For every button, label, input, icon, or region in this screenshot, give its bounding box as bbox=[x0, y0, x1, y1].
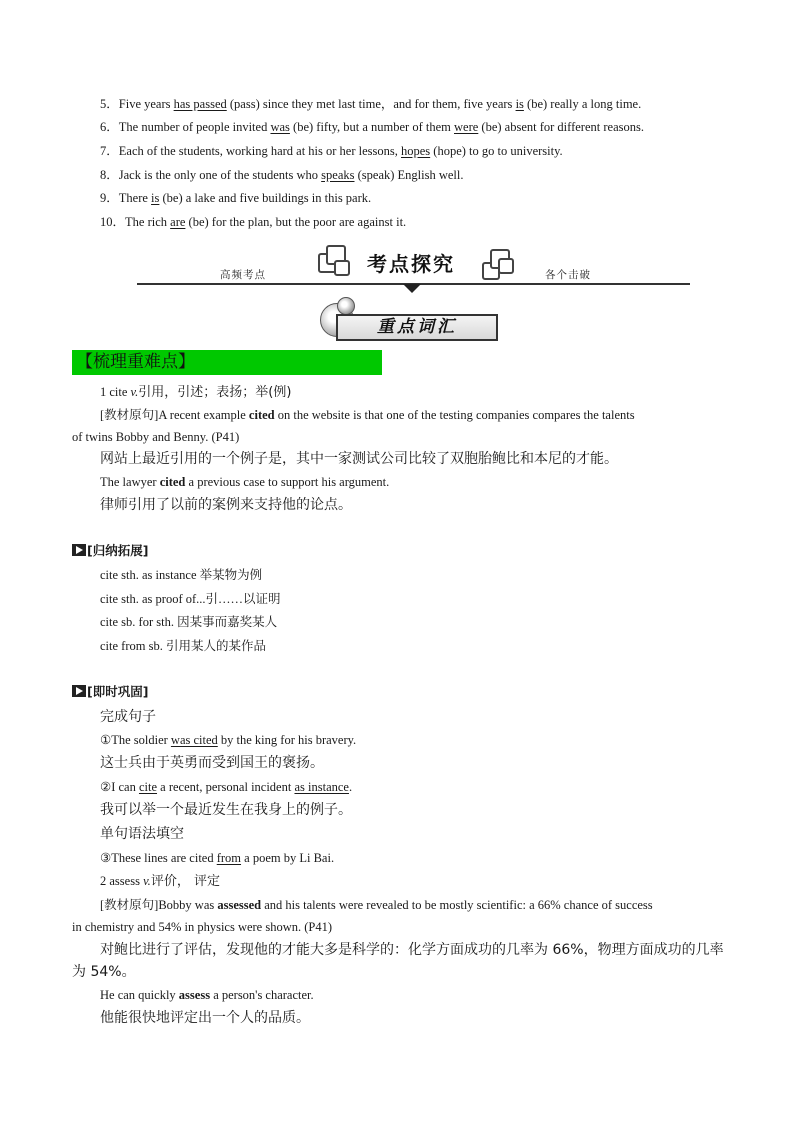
question-text: ①The soldier bbox=[100, 733, 171, 747]
exercise-text: Jack is the only one of the students who bbox=[118, 168, 322, 182]
question-text: ③These lines are cited bbox=[100, 851, 217, 865]
expand-item: cite sth. as proof of...引……以证明 bbox=[100, 592, 281, 606]
sentence-text: a previous case to support his argument. bbox=[185, 475, 390, 489]
banner-right-label: 各个击破 bbox=[545, 269, 591, 281]
sentence-text: on the website is that one of the testing companies compares the talents bbox=[274, 408, 635, 422]
exercise-number: 8． bbox=[100, 168, 119, 182]
exercise-answer: has passed bbox=[173, 97, 227, 111]
expand-item: cite sb. for sth. 因某事而嘉奖某人 bbox=[100, 615, 278, 629]
exercise-text: (be) really a long time. bbox=[523, 97, 642, 111]
translation: 他能很快地评定出一个人的品质。 bbox=[100, 1010, 310, 1026]
source-label: [教材原句] bbox=[100, 408, 159, 422]
heading-text: [归纳拓展] bbox=[87, 543, 149, 558]
section-heading: 【梳理重难点】 bbox=[76, 352, 195, 372]
practice-question bbox=[100, 778, 352, 796]
headword: 2 assess bbox=[100, 874, 144, 888]
question-text: ②I can bbox=[100, 780, 139, 794]
exercise-number: 7． bbox=[100, 144, 119, 158]
expand-item: cite sth. as instance 举某物为例 bbox=[100, 568, 263, 582]
practice-heading bbox=[72, 682, 148, 700]
question-text: by the king for his bravery. bbox=[217, 733, 357, 747]
exercise-text: (be) fifty, but a number of them bbox=[289, 120, 454, 134]
sentence-text: He can quickly bbox=[100, 988, 179, 1002]
expand-heading bbox=[72, 541, 148, 559]
exercise-text: The rich bbox=[125, 215, 171, 229]
exercise-answer: was bbox=[270, 120, 290, 134]
exercise-number: 10． bbox=[100, 215, 126, 229]
exercise-number: 6． bbox=[100, 120, 119, 134]
sentence-text: Bobby was bbox=[158, 898, 218, 912]
exercise-answer: is bbox=[151, 191, 160, 205]
practice-question bbox=[100, 731, 356, 749]
exercise-item bbox=[100, 166, 464, 184]
translation: 为 54%。 bbox=[72, 964, 136, 980]
exercise-text: Each of the students, working hard at his or her lessons, bbox=[118, 144, 401, 158]
translation: 这士兵由于英勇而受到国王的褒扬。 bbox=[100, 755, 324, 771]
exercise-text: (be) absent for different reasons. bbox=[478, 120, 644, 134]
entry-headword bbox=[100, 872, 220, 892]
banner-left-label: 高频考点 bbox=[220, 269, 266, 281]
question-answer: was cited bbox=[170, 733, 218, 747]
translation: 律师引用了以前的案例来支持他的论点。 bbox=[100, 497, 352, 513]
exercise-text: (pass) since they met last time，and for them, five years bbox=[226, 97, 516, 111]
exercise-number: 5． bbox=[100, 97, 119, 111]
sentence-text: The lawyer bbox=[100, 475, 160, 489]
part-of-speech: v. bbox=[130, 385, 139, 399]
sentence-text: A recent example bbox=[158, 408, 249, 422]
definition: 引用，引述；表扬；举(例) bbox=[138, 385, 292, 400]
exercise-item bbox=[100, 213, 406, 231]
exercise-item bbox=[100, 142, 563, 160]
question-answer: cite bbox=[138, 780, 158, 794]
exercise-number: 9． bbox=[100, 191, 119, 205]
banner-title: 考点探究 bbox=[367, 252, 455, 276]
exercise-item bbox=[100, 95, 641, 113]
definition: 评价， 评定 bbox=[150, 874, 220, 889]
practice-subheading: 完成句子 bbox=[100, 709, 156, 725]
exercise-answer: is bbox=[515, 97, 524, 111]
source-sentence bbox=[100, 896, 653, 914]
keyword: assess bbox=[178, 988, 211, 1002]
banner-square-icon bbox=[498, 258, 514, 274]
exercise-text: (hope) to go to university. bbox=[430, 144, 563, 158]
translation: 网站上最近引用的一个例子是，其中一家测试公司比较了双胞胎鲍比和本尼的才能。 bbox=[100, 451, 618, 467]
translation: 我可以举一个最近发生在我身上的例子。 bbox=[100, 802, 352, 818]
exercise-text: The number of people invited bbox=[118, 120, 271, 134]
sentence-text: in chemistry and 54% in physics were shown. (P41) bbox=[72, 920, 333, 934]
translation: 对鲍比进行了评估，发现他的才能大多是科学的：化学方面成功的几率为 66%，物理方面成功的几率 bbox=[100, 942, 724, 958]
exercise-answer: are bbox=[170, 215, 186, 229]
expand-item: cite from sb. 引用某人的某作品 bbox=[100, 639, 266, 653]
exercise-answer: were bbox=[454, 120, 479, 134]
sentence-text: and his talents were revealed to be mostly scientific: a 66% chance of success bbox=[261, 898, 653, 912]
section-heading-bar bbox=[72, 350, 382, 375]
example-sentence bbox=[100, 473, 389, 491]
question-text: a poem by Li Bai. bbox=[241, 851, 335, 865]
banner-pointer-icon bbox=[403, 284, 421, 293]
source-label: [教材原句] bbox=[100, 898, 159, 912]
question-answer: as instance bbox=[294, 780, 349, 794]
entry-headword bbox=[100, 383, 291, 403]
exercise-answer: hopes bbox=[401, 144, 431, 158]
keyword: assessed bbox=[217, 898, 262, 912]
badge-circle-icon bbox=[337, 297, 355, 315]
play-icon bbox=[72, 544, 86, 556]
headword: 1 cite bbox=[100, 385, 131, 399]
sentence-text: a person's character. bbox=[210, 988, 314, 1002]
badge-label: 重点词汇 bbox=[336, 314, 498, 341]
exercise-answer: speaks bbox=[321, 168, 355, 182]
question-text: . bbox=[348, 780, 353, 794]
exercise-text: Five years bbox=[118, 97, 174, 111]
heading-text: [即时巩固] bbox=[87, 684, 149, 699]
sentence-text: of twins Bobby and Benny. (P41) bbox=[72, 430, 240, 444]
exercise-text: There bbox=[118, 191, 152, 205]
keyword: cited bbox=[248, 408, 275, 422]
part-of-speech: v. bbox=[143, 874, 151, 888]
keyword: cited bbox=[159, 475, 186, 489]
question-answer: from bbox=[216, 851, 242, 865]
source-sentence bbox=[100, 406, 635, 424]
exercise-item bbox=[100, 189, 371, 207]
exercise-text: (be) for the plan, but the poor are against it. bbox=[185, 215, 407, 229]
practice-subheading: 单句语法填空 bbox=[100, 826, 184, 842]
practice-question bbox=[100, 849, 334, 867]
question-text: a recent, personal incident bbox=[157, 780, 295, 794]
exercise-text: (speak) English well. bbox=[354, 168, 464, 182]
exercise-text: (be) a lake and five buildings in this park. bbox=[159, 191, 372, 205]
exercise-item bbox=[100, 118, 644, 136]
play-icon bbox=[72, 685, 86, 697]
example-sentence bbox=[100, 986, 314, 1004]
